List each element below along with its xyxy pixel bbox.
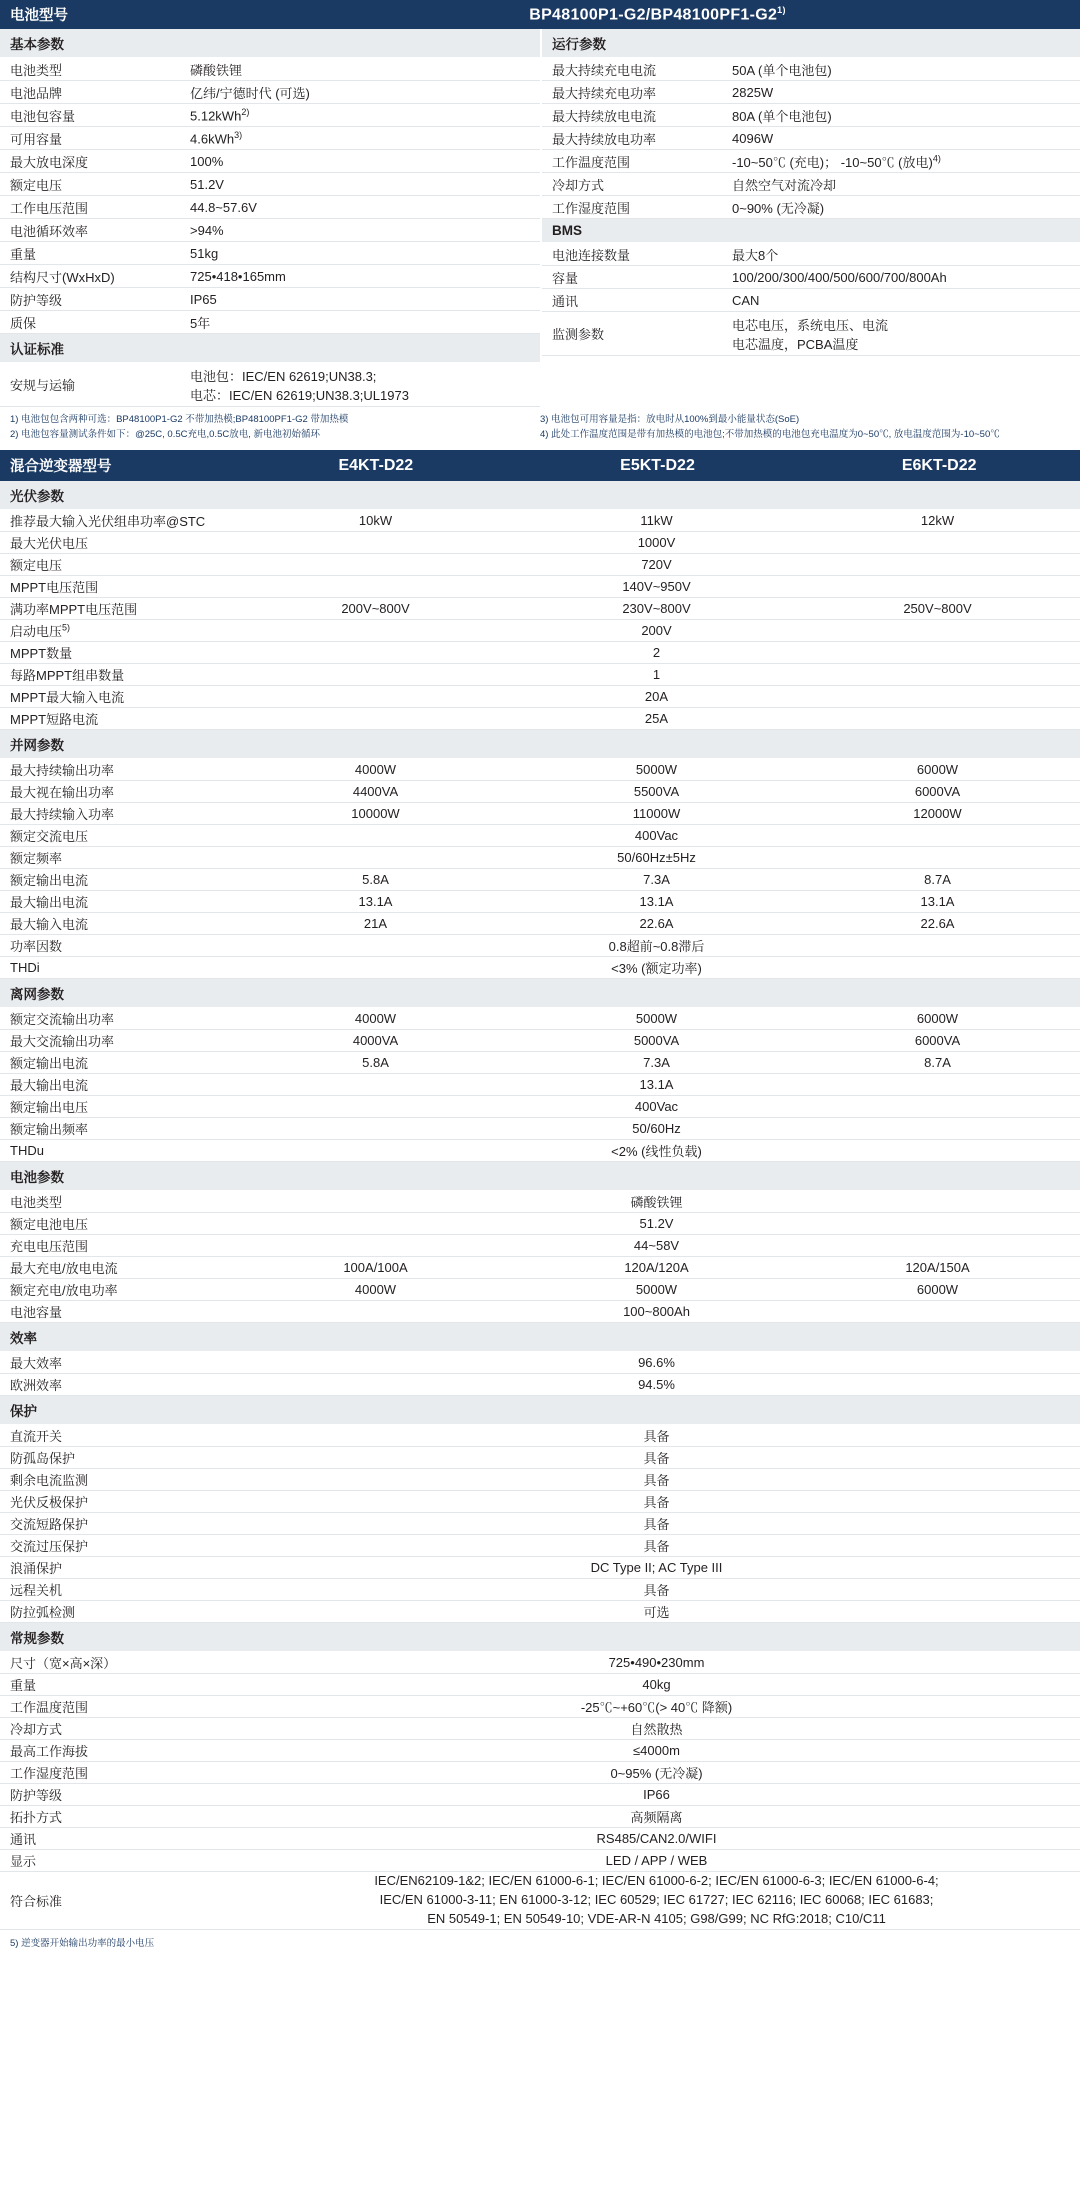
spec-key: 防拉弧检测 bbox=[10, 1605, 76, 1621]
spec-value: 4096W bbox=[732, 130, 774, 146]
battery-model bbox=[235, 5, 1080, 24]
spec-row bbox=[0, 1579, 1080, 1601]
spec-row bbox=[542, 104, 1080, 127]
spec-value: 400Vac bbox=[634, 1099, 679, 1115]
spec-row bbox=[0, 1257, 1080, 1279]
spec-key: 通讯 bbox=[10, 1832, 37, 1848]
spec-row bbox=[542, 173, 1080, 196]
spec-value: 6000W bbox=[916, 1011, 959, 1027]
spec-row bbox=[0, 104, 540, 127]
spec-value: 4.6kWh$^{3)}$ bbox=[190, 129, 243, 147]
spec-key: 推荐最大输入光伏组串功率@STC bbox=[10, 514, 206, 530]
section-title: 光伏参数 bbox=[0, 481, 1080, 510]
spec-row bbox=[0, 1762, 1080, 1784]
spec-value: 4000W bbox=[354, 762, 397, 778]
spec-value: 1 bbox=[652, 667, 661, 683]
spec-value: IEC/EN62109-1&2; IEC/EN 61000-6-1; IEC/EN 61000-6-2; IEC/EN 61000-6-3; IEC/EN 61000-6-4; IEC/EN 61000-3-11; EN 61000-3-12; IEC 60529; IEC 61727; IEC 62116; IEC 60068; IEC 61683; EN 50549-1; EN 50549-10; VDE-AR-N 4105; G98/G99; NC RfG:2018; C10/C11 bbox=[374, 1873, 939, 1927]
spec-row bbox=[0, 1850, 1080, 1872]
spec-value: 50/60Hz bbox=[632, 1121, 681, 1137]
battery-right-column bbox=[540, 29, 1080, 407]
spec-key: 额定输出频率 bbox=[10, 1122, 89, 1138]
spec-row bbox=[0, 1213, 1080, 1235]
inverter-header-label: 混合逆变器型号 bbox=[10, 459, 112, 476]
section-title: 离网参数 bbox=[0, 979, 1080, 1008]
spec-row bbox=[0, 1696, 1080, 1718]
spec-value: 120A/150A bbox=[905, 1260, 970, 1276]
spec-row bbox=[0, 1118, 1080, 1140]
spec-row bbox=[0, 1301, 1080, 1323]
spec-key: 可用容量 bbox=[10, 131, 63, 147]
spec-value: <3% (额定功率) bbox=[611, 961, 702, 977]
spec-value: 100/200/300/400/500/600/700/800Ah bbox=[732, 269, 947, 285]
spec-key: 额定电压 bbox=[10, 177, 63, 193]
spec-row bbox=[0, 957, 1080, 979]
spec-row bbox=[0, 1008, 1080, 1030]
spec-row bbox=[0, 1740, 1080, 1762]
spec-key: 最大充电/放电电流 bbox=[10, 1261, 118, 1277]
spec-key: 最大持续放电电流 bbox=[552, 108, 657, 124]
spec-value: 44.8~57.6V bbox=[190, 199, 257, 215]
spec-value: 5000W bbox=[635, 1282, 678, 1298]
spec-row bbox=[0, 58, 540, 81]
inverter-model-2: E5KT-D22 bbox=[620, 456, 695, 474]
spec-key: 电池类型 bbox=[10, 1195, 63, 1211]
spec-value: 6000VA bbox=[914, 784, 961, 800]
footnote-text: 4) 此处工作温度范围是带有加热模的电池包;不带加热模的电池包充电温度为0~50℃, 放电温度范围为-10~50℃ bbox=[540, 428, 1000, 440]
spec-value: 具备 bbox=[643, 1495, 670, 1511]
spec-key: 交流过压保护 bbox=[10, 1539, 89, 1555]
spec-value: 96.6% bbox=[638, 1355, 675, 1371]
spec-key: THDu bbox=[10, 1143, 44, 1159]
spec-key: 最大持续充电电流 bbox=[552, 62, 657, 78]
section-title: 运行参数 bbox=[542, 29, 1080, 58]
battery-left-column bbox=[0, 29, 540, 407]
section-title: 基本参数 bbox=[0, 29, 540, 58]
spec-row bbox=[542, 81, 1080, 104]
spec-value: 12kW bbox=[920, 513, 955, 529]
spec-key: 监测参数 bbox=[552, 327, 605, 342]
spec-key: 防护等级 bbox=[10, 1788, 63, 1804]
spec-row bbox=[0, 825, 1080, 847]
spec-value: 具备 bbox=[643, 1451, 670, 1467]
spec-row bbox=[542, 243, 1080, 266]
battery-model-footnote-marker: 1) bbox=[777, 4, 786, 15]
spec-value: 4400VA bbox=[352, 784, 399, 800]
spec-row bbox=[0, 1784, 1080, 1806]
spec-value: 8.7A bbox=[924, 872, 951, 888]
section-title: 电池参数 bbox=[0, 1162, 1080, 1191]
spec-value: 具备 bbox=[643, 1429, 670, 1445]
spec-key: 最大输入电流 bbox=[10, 917, 89, 933]
spec-key: 结构尺寸(WxHxD) bbox=[10, 269, 115, 285]
spec-value: 22.6A bbox=[920, 916, 955, 932]
spec-value: 725•490•230mm bbox=[608, 1655, 705, 1671]
spec-key: 最大输出电流 bbox=[10, 895, 89, 911]
inverter-header bbox=[0, 450, 1080, 481]
spec-row bbox=[0, 1806, 1080, 1828]
spec-key: 电池品牌 bbox=[10, 85, 63, 101]
spec-row bbox=[0, 913, 1080, 935]
spec-value: -10~50℃ (充电)； -10~50℃ (放电)$^{4)}$ bbox=[732, 153, 941, 170]
spec-key: 额定交流输出功率 bbox=[10, 1012, 115, 1028]
spec-key: 防护等级 bbox=[10, 292, 63, 308]
spec-key: 额定充电/放电功率 bbox=[10, 1283, 118, 1299]
spec-value: 6000W bbox=[916, 1282, 959, 1298]
section-title: BMS bbox=[542, 219, 1080, 243]
spec-key: 额定输出电流 bbox=[10, 1056, 89, 1072]
spec-row bbox=[0, 642, 1080, 664]
section-title: 保护 bbox=[0, 1396, 1080, 1425]
section-title: 常规参数 bbox=[0, 1623, 1080, 1652]
spec-row bbox=[0, 759, 1080, 781]
spec-row bbox=[0, 265, 540, 288]
spec-row bbox=[0, 1469, 1080, 1491]
spec-value: 80A (单个电池包) bbox=[732, 108, 832, 124]
spec-value: CAN bbox=[732, 292, 760, 308]
spec-value: 具备 bbox=[643, 1517, 670, 1533]
spec-row bbox=[0, 288, 540, 311]
spec-value: LED / APP / WEB bbox=[605, 1853, 708, 1869]
inverter-model-3: E6KT-D22 bbox=[901, 456, 977, 474]
spec-value: 亿纬/宁德时代 (可选) bbox=[190, 85, 310, 101]
spec-key: 工作温度范围 bbox=[552, 154, 631, 170]
spec-value: 5000W bbox=[635, 1011, 678, 1027]
spec-value: 22.6A bbox=[639, 916, 674, 932]
spec-row bbox=[0, 598, 1080, 620]
spec-key: 工作电压范围 bbox=[10, 200, 89, 216]
inverter-spec-table bbox=[0, 481, 1080, 1930]
spec-row bbox=[0, 620, 1080, 642]
spec-key: 电池容量 bbox=[10, 1305, 63, 1321]
spec-value: RS485/CAN2.0/WIFI bbox=[596, 1831, 717, 1847]
spec-value: 5000VA bbox=[633, 1033, 680, 1049]
spec-value: 200V bbox=[641, 623, 672, 639]
spec-key: 符合标准 bbox=[10, 1894, 63, 1910]
spec-value: 磷酸铁锂 bbox=[190, 62, 243, 78]
spec-key: 通讯 bbox=[552, 293, 579, 309]
spec-row bbox=[0, 1535, 1080, 1557]
spec-value: ≤4000m bbox=[633, 1743, 680, 1759]
spec-key: 电池包容量 bbox=[10, 108, 76, 124]
spec-value: 725•418•165mm bbox=[190, 268, 286, 284]
spec-row bbox=[0, 1828, 1080, 1850]
spec-value: 120A/120A bbox=[624, 1260, 689, 1276]
spec-value: 高频隔离 bbox=[630, 1810, 683, 1826]
spec-row bbox=[0, 576, 1080, 598]
spec-value: 1000V bbox=[637, 535, 676, 551]
spec-value: <2% (线性负载) bbox=[611, 1144, 702, 1160]
inverter-footnote: 5) 逆变器开始输出功率的最小电压 bbox=[10, 1937, 155, 1949]
spec-key: 最大持续放电功率 bbox=[552, 131, 657, 147]
spec-value: 200V~800V bbox=[341, 601, 410, 617]
spec-value: -25℃~+60℃(> 40℃ 降额) bbox=[580, 1700, 733, 1716]
spec-row bbox=[542, 266, 1080, 289]
spec-value: 4000W bbox=[354, 1282, 397, 1298]
spec-row bbox=[0, 532, 1080, 554]
spec-value: 自然散热 bbox=[630, 1722, 683, 1738]
spec-value: 20A bbox=[644, 689, 669, 705]
spec-key: 工作湿度范围 bbox=[552, 200, 631, 216]
spec-value: 电池包：IEC/EN 62619;UN38.3; 电芯：IEC/EN 62619;UN38.3;UL1973 bbox=[190, 368, 409, 403]
spec-row bbox=[0, 1491, 1080, 1513]
spec-value: 10kW bbox=[358, 513, 393, 529]
spec-value: 7.3A bbox=[643, 1055, 670, 1071]
spec-key: 光伏反极保护 bbox=[10, 1495, 89, 1511]
spec-value: 11kW bbox=[640, 513, 673, 529]
spec-value: 6000W bbox=[916, 762, 959, 778]
spec-value: 40kg bbox=[642, 1677, 671, 1693]
spec-key: 电池循环效率 bbox=[10, 223, 89, 239]
spec-value: 12000W bbox=[913, 806, 962, 822]
spec-value: 50A (单个电池包) bbox=[732, 62, 832, 78]
spec-key: 交流短路保护 bbox=[10, 1517, 89, 1533]
spec-key: 满功率MPPT电压范围 bbox=[10, 602, 138, 618]
spec-value: 13.1A bbox=[639, 894, 674, 910]
spec-key: 重量 bbox=[10, 246, 37, 262]
spec-key: 启动电压$^{5)}$ bbox=[10, 623, 71, 640]
section-title: 并网参数 bbox=[0, 730, 1080, 759]
spec-key: 容量 bbox=[552, 270, 579, 286]
footnote-text: 1) 电池包包含两种可选：BP48100P1-G2 不带加热模;BP48100PF1-G2 带加热模 bbox=[10, 414, 349, 425]
spec-value: 5.8A bbox=[362, 1055, 389, 1071]
footnote-text: 3) 电池包可用容量是指：放电时从100%到最小能量状态(SoE) bbox=[540, 414, 800, 425]
spec-value: 5.12kWh$^{2)}$ bbox=[190, 106, 250, 124]
spec-value: 5年 bbox=[190, 315, 211, 331]
spec-row bbox=[0, 1352, 1080, 1374]
spec-key: 最大持续输出功率 bbox=[10, 763, 115, 779]
spec-row bbox=[0, 242, 540, 265]
spec-value: 2 bbox=[652, 645, 661, 661]
spec-row bbox=[0, 1052, 1080, 1074]
spec-value: 5500VA bbox=[633, 784, 680, 800]
spec-value: 具备 bbox=[643, 1583, 670, 1599]
spec-value: 44~58V bbox=[633, 1238, 680, 1254]
spec-key: 最大输出电流 bbox=[10, 1078, 89, 1094]
spec-key: MPPT短路电流 bbox=[10, 712, 99, 728]
spec-row bbox=[0, 1074, 1080, 1096]
spec-row bbox=[542, 58, 1080, 81]
spec-value: 8.7A bbox=[924, 1055, 951, 1071]
spec-row bbox=[0, 363, 540, 407]
spec-key: MPPT电压范围 bbox=[10, 580, 99, 596]
spec-value: 13.1A bbox=[639, 1077, 674, 1093]
spec-key: 充电电压范围 bbox=[10, 1239, 89, 1255]
spec-row bbox=[0, 1030, 1080, 1052]
spec-row bbox=[542, 127, 1080, 150]
spec-row bbox=[0, 935, 1080, 957]
spec-key: 最大持续充电功率 bbox=[552, 85, 657, 101]
spec-key: 安规与运输 bbox=[10, 378, 76, 393]
spec-key: 额定交流电压 bbox=[10, 829, 89, 845]
spec-row bbox=[542, 150, 1080, 173]
section-title: 效率 bbox=[0, 1323, 1080, 1352]
spec-value: 5000W bbox=[635, 762, 678, 778]
spec-value: 5.8A bbox=[362, 872, 389, 888]
spec-value: 6000VA bbox=[914, 1033, 961, 1049]
spec-row bbox=[0, 781, 1080, 803]
spec-key: 工作湿度范围 bbox=[10, 1766, 89, 1782]
spec-key: 剩余电流监测 bbox=[10, 1473, 89, 1489]
spec-row bbox=[0, 1191, 1080, 1213]
battery-header bbox=[0, 0, 1080, 29]
spec-value: 11000W bbox=[632, 806, 681, 822]
spec-value: 10000W bbox=[351, 806, 400, 822]
spec-row bbox=[0, 173, 540, 196]
spec-row bbox=[0, 847, 1080, 869]
spec-value: 可选 bbox=[643, 1605, 670, 1621]
spec-key: 最大持续输入功率 bbox=[10, 807, 115, 823]
spec-key: 额定电压 bbox=[10, 558, 63, 574]
spec-value: 100~800Ah bbox=[623, 1304, 690, 1320]
spec-value: 51.2V bbox=[639, 1216, 674, 1232]
spec-key: 每路MPPT组串数量 bbox=[10, 668, 125, 684]
spec-value: 0~95% (无冷凝) bbox=[610, 1766, 703, 1782]
spec-value: 100A/100A bbox=[343, 1260, 408, 1276]
spec-key: 最大光伏电压 bbox=[10, 536, 89, 552]
inverter-model-1: E4KT-D22 bbox=[338, 456, 414, 474]
spec-row bbox=[0, 127, 540, 150]
spec-key: 额定输出电流 bbox=[10, 873, 89, 889]
spec-value: 230V~800V bbox=[622, 601, 691, 617]
spec-key: 最大放电深度 bbox=[10, 154, 89, 170]
spec-value: 13.1A bbox=[358, 894, 393, 910]
spec-row bbox=[0, 1425, 1080, 1447]
spec-row bbox=[0, 1374, 1080, 1396]
spec-row bbox=[0, 1140, 1080, 1162]
spec-key: 重量 bbox=[10, 1678, 37, 1694]
battery-header-label: 电池型号 bbox=[10, 8, 68, 24]
spec-key: 直流开关 bbox=[10, 1429, 63, 1445]
spec-key: 额定频率 bbox=[10, 851, 63, 867]
spec-value: 7.3A bbox=[643, 872, 670, 888]
spec-value: IP66 bbox=[643, 1787, 670, 1803]
spec-key: 显示 bbox=[10, 1854, 37, 1870]
spec-key: 最大视在输出功率 bbox=[10, 785, 115, 801]
spec-value: 400Vac bbox=[634, 828, 679, 844]
spec-key: 远程关机 bbox=[10, 1583, 63, 1599]
spec-row bbox=[542, 289, 1080, 312]
spec-value: 4000W bbox=[354, 1011, 397, 1027]
spec-key: 电池类型 bbox=[10, 62, 63, 78]
spec-key: 最大交流输出功率 bbox=[10, 1034, 115, 1050]
spec-value: 0~90% (无冷凝) bbox=[732, 200, 825, 216]
spec-row bbox=[0, 1096, 1080, 1118]
spec-row bbox=[0, 686, 1080, 708]
spec-row bbox=[0, 510, 1080, 532]
spec-value: 最大8个 bbox=[732, 247, 779, 263]
spec-value: DC Type II; AC Type III bbox=[590, 1560, 723, 1576]
spec-key: 额定输出电压 bbox=[10, 1100, 89, 1116]
spec-value: 电芯电压，系统电压、电流 电芯温度，PCBA温度 bbox=[732, 317, 889, 352]
spec-key: 质保 bbox=[10, 315, 37, 331]
spec-key: 工作温度范围 bbox=[10, 1700, 89, 1716]
spec-value: IP65 bbox=[190, 291, 217, 307]
spec-row bbox=[0, 1279, 1080, 1301]
spec-value: 21A bbox=[363, 916, 388, 932]
spec-value: 磷酸铁锂 bbox=[630, 1195, 683, 1211]
footnote-text: 2) 电池包容量测试条件如下：@25C, 0.5C充电,0.5C放电, 新电池初始循环 bbox=[10, 428, 320, 440]
spec-row bbox=[0, 1557, 1080, 1579]
spec-value: 0.8超前~0.8滞后 bbox=[608, 939, 705, 955]
spec-key: 拓扑方式 bbox=[10, 1810, 63, 1826]
spec-value: >94% bbox=[190, 222, 224, 238]
spec-key: 功率因数 bbox=[10, 939, 63, 955]
spec-row bbox=[0, 1447, 1080, 1469]
spec-row bbox=[0, 1674, 1080, 1696]
spec-value: 140V~950V bbox=[622, 579, 691, 595]
spec-value: 51.2V bbox=[190, 176, 224, 192]
spec-row bbox=[0, 869, 1080, 891]
spec-value: 13.1A bbox=[920, 894, 955, 910]
spec-value: 94.5% bbox=[638, 1377, 675, 1393]
spec-value: 4000VA bbox=[352, 1033, 399, 1049]
spec-key: 额定电池电压 bbox=[10, 1217, 89, 1233]
spec-row bbox=[0, 311, 540, 334]
spec-row bbox=[0, 81, 540, 104]
spec-row bbox=[0, 1235, 1080, 1257]
battery-footnotes bbox=[0, 407, 1080, 450]
spec-value: 自然空气对流冷却 bbox=[732, 177, 837, 193]
spec-key: 最大效率 bbox=[10, 1356, 63, 1372]
spec-value: 50/60Hz±5Hz bbox=[617, 850, 696, 866]
spec-key: 尺寸（宽×高×深） bbox=[10, 1656, 117, 1672]
battery-spec-table bbox=[0, 29, 1080, 407]
spec-key: 防孤岛保护 bbox=[10, 1451, 76, 1467]
spec-value: 51kg bbox=[190, 245, 219, 261]
spec-row bbox=[0, 150, 540, 173]
spec-row bbox=[0, 1601, 1080, 1623]
spec-row bbox=[0, 219, 540, 242]
spec-key: 欧洲效率 bbox=[10, 1378, 63, 1394]
spec-key: 冷却方式 bbox=[552, 177, 605, 193]
spec-row bbox=[0, 891, 1080, 913]
spec-key: MPPT数量 bbox=[10, 646, 73, 662]
spec-row bbox=[0, 1718, 1080, 1740]
spec-value: 100% bbox=[190, 153, 224, 169]
spec-key: 最高工作海拔 bbox=[10, 1744, 89, 1760]
spec-row bbox=[0, 803, 1080, 825]
spec-row bbox=[0, 1513, 1080, 1535]
spec-value: 2825W bbox=[732, 84, 774, 100]
spec-key: 冷却方式 bbox=[10, 1722, 63, 1738]
spec-value: 25A bbox=[644, 711, 669, 727]
spec-key: 电池连接数量 bbox=[552, 247, 631, 263]
spec-key: MPPT最大输入电流 bbox=[10, 690, 125, 706]
spec-row bbox=[0, 664, 1080, 686]
spec-row bbox=[542, 196, 1080, 219]
spec-row bbox=[0, 1872, 1080, 1930]
spec-row bbox=[0, 708, 1080, 730]
spec-row bbox=[0, 1652, 1080, 1674]
spec-value: 具备 bbox=[643, 1539, 670, 1555]
spec-value: 具备 bbox=[643, 1473, 670, 1489]
section-title: 认证标准 bbox=[0, 334, 540, 363]
spec-key: THDi bbox=[10, 960, 40, 976]
spec-row bbox=[0, 196, 540, 219]
spec-value: 720V bbox=[641, 557, 672, 573]
spec-row bbox=[0, 554, 1080, 576]
battery-model-text: BP48100P1-G2/BP48100PF1-G2 bbox=[529, 6, 778, 24]
spec-value: 250V~800V bbox=[903, 601, 972, 617]
spec-key: 浪涌保护 bbox=[10, 1561, 63, 1577]
spec-row bbox=[542, 312, 1080, 356]
